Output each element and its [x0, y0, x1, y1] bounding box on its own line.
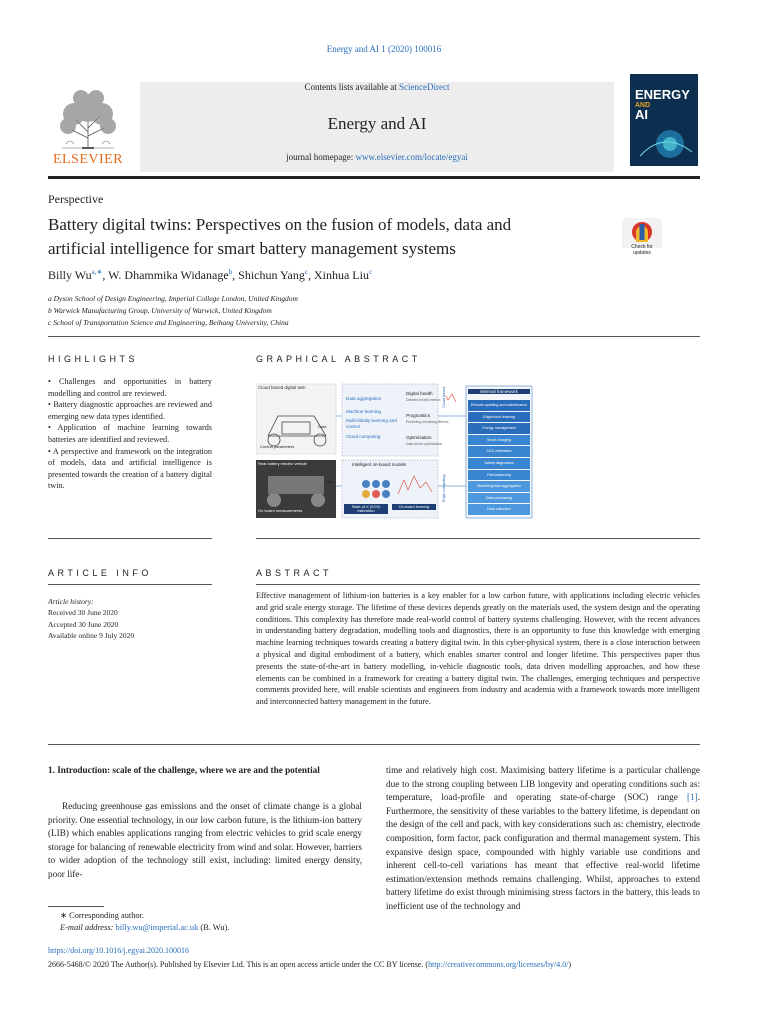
license-line: [48, 960, 708, 969]
highlight-item: • Battery diagnostic approaches are reviewed and emerging new data types identified.: [48, 400, 212, 421]
ga-framework-item: Fast-balancing: [468, 470, 530, 481]
ga-right-item: Digital health: [406, 391, 433, 396]
elsevier-logo: [48, 82, 128, 168]
received-date: Received 30 June 2020: [48, 608, 118, 618]
header-rule: [48, 176, 700, 179]
ga-right-item: Optimisation: [406, 435, 432, 440]
contents-prefix: Contents lists available at: [304, 82, 399, 92]
ga-left-label: Control parameters: [260, 444, 295, 449]
cover-title-2: AND: [635, 102, 651, 109]
article-info-heading: ARTICLE INFO: [48, 568, 152, 578]
ga-right-sub: Data driven optimisation: [406, 442, 443, 446]
cover-title-1: ENERGY: [635, 87, 690, 102]
cover-art-icon: [630, 126, 698, 166]
highlight-item: • A perspective and framework on the integration of models, data and artificial intelligence is presented towards the creation of a battery digital twin.: [48, 446, 212, 491]
ga-cloud-item: Cloud computing: [346, 434, 381, 439]
homepage-link[interactable]: www.elsevier.com/locate/egyai: [355, 152, 468, 162]
check-for-updates-button[interactable]: [622, 218, 662, 258]
graphical-abstract-figure[interactable]: [256, 376, 536, 520]
footnote-rule: [48, 906, 104, 907]
article-title: [48, 213, 608, 261]
ga-framework-item: Smart charging: [468, 435, 530, 446]
cover-title-3: AI: [635, 107, 648, 122]
title-line-2: artificial intelligence for smart battery management systems: [48, 239, 456, 258]
publisher-logo-text: ELSEVIER: [52, 152, 124, 167]
email-note: [60, 922, 229, 934]
author[interactable]: Xinhua Liu$^c$: [313, 268, 373, 282]
ga-left-label: On board measurements: [258, 508, 303, 513]
ga-right-item: Prognostics: [406, 413, 431, 418]
author[interactable]: Billy $Wu^{a,∗}$,: [48, 268, 109, 282]
journal-citation[interactable]: Energy and AI 1 (2020) 100016: [326, 44, 442, 54]
history-label: Article history:: [48, 597, 94, 606]
highlights-heading: HIGHLIGHTS: [48, 354, 139, 364]
ga-bottom-title: Intelligent on-board models: [352, 462, 407, 467]
journal-cover[interactable]: [630, 74, 698, 166]
article-info-rule: [48, 584, 212, 585]
article-type: Perspective: [48, 192, 104, 206]
citation-link[interactable]: [1]: [686, 792, 698, 803]
ga-rule: [256, 538, 700, 539]
ga-framework-item: Energy management: [468, 423, 530, 434]
highlight-item: • Challenges and opportunities in battery modelling and control are reviewed.: [48, 377, 212, 398]
ga-left-label: Real battery electric vehicle: [258, 461, 307, 466]
intro-right-column: [386, 764, 700, 914]
license-link[interactable]: http://creativecommons.org/licenses/by/4.0/: [428, 960, 569, 969]
license-suffix: ): [568, 960, 572, 969]
ga-left-label: Data: [326, 480, 334, 484]
ga-framework-item: Edge/cloud learning: [468, 412, 530, 423]
affiliation-rule: [48, 336, 700, 337]
intro-heading: 1. Introduction: scale of the challenge, where we are and the potential: [48, 765, 320, 775]
doi-link[interactable]: https://doi.org/10.1016/j.egyai.2020.100016: [48, 946, 189, 955]
title-line-1: Battery digital twins: Perspectives on the fusion of models, data and: [48, 215, 512, 234]
sciencedirect-link[interactable]: ScienceDirect: [399, 82, 450, 92]
ga-left-label: Data: [318, 424, 327, 429]
highlights-list: [48, 376, 212, 492]
ga-side-label: Edge computing: [442, 474, 446, 502]
ga-bottom-box: On-board learning: [392, 504, 436, 510]
author[interactable]: Shichun Yang$^c$,: [238, 268, 314, 282]
ga-framework-title: Minimal framework: [468, 389, 530, 394]
author-list: [48, 268, 372, 283]
affiliation-b: b Warwick Manufacturing Group, University of Warwick, United Kingdom: [48, 306, 272, 315]
homepage-prefix: journal homepage:: [286, 152, 356, 162]
ga-right-sub: Detailed health metrics: [406, 398, 441, 402]
email-link[interactable]: billy.wu@imperial.ac.uk: [115, 923, 199, 932]
graphical-abstract-heading: GRAPHICAL ABSTRACT: [256, 354, 421, 364]
highlight-item: • Application of machine learning towards batteries are identified and reviewed.: [48, 423, 212, 444]
intro-right-text-1: time and relatively high cost. Maximising battery lifetime is a particular challenge due to the strong coupling between LIB longevity and operating conditions such as: temperature, load-profile and operating state-of-charge (SOC) range: [386, 765, 700, 803]
ga-side-label: Cloud based: [442, 386, 446, 408]
ga-framework-item: Remote updating and maintenance: [468, 400, 530, 411]
ga-cloud-item: Machine learning: [346, 409, 381, 414]
homepage-line: [140, 152, 614, 162]
intro-left-column: Reducing greenhouse gas emissions and the onset of climate change is a global priority. One essential technology, in our low carbon future, is the lithium-ion battery (LIB) which enables applications ranging from electric vehicles to grid scale energy storage for balancing of renewable electricity from wind and solar. However, barriers to wider adoption of the technology still exist, including: limited energy density, poor life-: [48, 801, 362, 879]
intro-right-text-2: . Furthermore, the sensitivity of these variables to the battery lifetime, is dependant on the design of the cell and pack, with key considerations such as: chemistry, electrode composition, form factor, pack configuration and thermal management system. This expansive design space, compounded with highly variable use conditions and inherent cell-to-cell variations has meant that effective real-world lifetime estimation/extension methods remains challenging. Whilst, approaches to extend battery lifetime do exist through minimising stress factors in the battery, this leads to inefficient use of the technology and: [386, 792, 700, 911]
email-suffix: (B. Wu).: [198, 923, 230, 932]
ga-framework-item: Modelling/data aggregation: [468, 481, 530, 492]
online-date: Available online 9 July 2020: [48, 631, 135, 641]
affiliation-a: a Dyson School of Design Engineering, Imperial College London, United Kingdom: [48, 294, 298, 303]
ga-right-sub: Predicting remaining lifetime: [406, 420, 449, 424]
abstract-bottom-rule: [48, 744, 700, 745]
abstract-rule: [256, 584, 700, 585]
license-prefix: 2666-5468/© 2020 The Author(s). Published by Elsevier Ltd. This is an open access article under the CC BY license. (: [48, 960, 429, 969]
ga-bottom-box: State-of-X (SOX) estimation: [344, 504, 388, 514]
crossmark-label-2: updates: [633, 250, 651, 256]
abstract-body: Effective management of lithium-ion batteries is a key enabler for a low carbon future, with applications including electric vehicles and grid scale energy storage. The lifetime of these devices depends greatly on the materials used, the system design and the operating conditions. This complexity has therefore made real-world control of battery systems challenging. However, with the recent advances in understanding battery degradation, modelling tools and diagnostics, there is an opportunity to fuse this knowledge with emerging machine learning techniques towards creating a battery digital twin. In this cyber-physical system, there is a close interaction between a physical and digital embodiment of a battery, which enables smarter control and longer lifetime. This perspectives paper thus presents the state-of-the-art in battery modelling, in-vehicle diagnostic tools, data driven modelling approaches, and how these elements can be combined in a framework for creating a battery digital twin. The challenges, emerging techniques and perspective comments provided here, will enable scientists and engineers from industry and academia with a framework towards more intelligent and interconnected battery management in the future.: [256, 591, 700, 707]
ga-framework-item: Data collection: [468, 504, 530, 515]
highlights-rule: [48, 538, 212, 539]
ga-framework-item: Safety diagnostics: [468, 458, 530, 469]
ga-cloud-title: Cloud based digital twin: [258, 385, 306, 390]
ga-cloud-item: Multi-fidelity learning and control: [346, 418, 397, 429]
corresponding-author-note: ∗ Corresponding author.: [60, 911, 145, 920]
ga-cloud-item: Data aggregation: [346, 396, 382, 401]
accepted-date: Accepted 30 June 2020: [48, 619, 119, 629]
journal-name: Energy and AI: [327, 114, 427, 133]
article-history: [48, 596, 134, 642]
contents-line: [140, 82, 614, 92]
email-label: E-mail address:: [60, 923, 116, 932]
crossmark-label-1: Check for: [631, 244, 653, 250]
author[interactable]: W. Dhammika Widanage$^b$,: [108, 268, 239, 282]
affiliation-c: c School of Transportation Science and Engineering, Beihang University, China: [48, 318, 289, 327]
abstract-heading: ABSTRACT: [256, 568, 333, 578]
ga-framework-item: Data processing: [468, 493, 530, 504]
ga-framework-item: SOC estimation: [468, 446, 530, 457]
